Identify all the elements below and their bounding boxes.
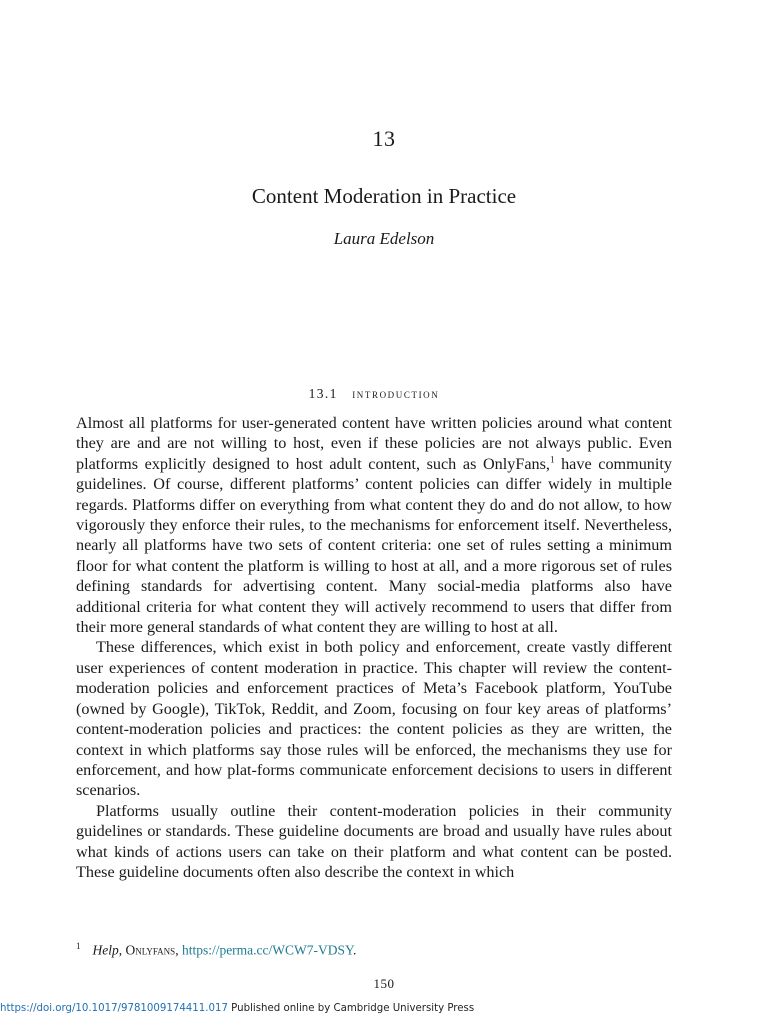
paragraph-1 [76,413,672,637]
section-heading [0,386,748,402]
section-number: 13.1 [308,386,338,401]
footnote: $^1$ Help, Onlyfans, https://perma.cc/WCW7-VDSY. [76,941,357,958]
footnote-link[interactable]: https://perma.cc/WCW7-VDSY [181,942,354,958]
body-text [76,413,672,882]
paragraph-2: These differences, which exist in both policy and enforcement, create vastly different user experiences of content moderation in practice. This chapter will review the content-moderation policies and enforcement practices of Meta’s Facebook platform, YouTube (owned by Google), TikTok, Reddit, and Zoom, focusing on four key areas of platforms’ content-moderation policies and practices: the content policies as they are written, the context in which platforms say those rules will be enforced, the mechanisms they use for enforcement, and how plat-forms communicate enforcement decisions to users in different scenarios. [76,638,672,800]
publisher-text: Published online by Cambridge University Press [227,1003,475,1014]
footnote-reference[interactable]: 1 [549,454,555,465]
chapter-author: Laura Edelson [333,229,435,248]
chapter-title: Content Moderation in Practice [251,184,517,208]
paragraph-1-text: Almost all platforms for user-generated content have written policies around what content they are and are not willing to host, even if these policies are not always public. Even platforms explicitly designed to host adult content, such as OnlyFans, [76,414,672,473]
paragraph-3: Platforms usually outline their content-moderation policies in their community guidelines or standards. These guideline documents are broad and usually have rules about what kinds of actions users can take on their platform and what content can be posted. These guideline documents often also describe the context in which [76,801,672,881]
chapter-number: 13 [372,126,396,151]
footnote-title: Help [92,942,119,958]
doi-link[interactable]: https://doi.org/10.1017/9781009174411.017 [0,1003,228,1014]
doi-footer [0,1001,768,1017]
page-number: 150 [373,976,395,991]
footnote-mark: 1 [76,941,81,951]
footnote-source: Onlyfans [125,942,176,958]
paragraph-1-text-cont: have community guidelines. Of course, different platforms’ content policies can differ widely in multiple regards. Platforms differ on everything from what content they do and do not allow, to how vigorously they enforce their rules, to the mechanisms for enforcement itself. Nevertheless, nearly all platforms have two sets of content criteria: one set of rules setting a minimum floor for what content the platform is willing to host at all, and a more rigorous set of rules defining standards for advertising content. Many social-media platforms also have additional criteria for what content they will actively recommend to users that differ from their more general standards of what content they are willing to host at all. [76,454,672,637]
section-title: introduction [352,386,440,401]
